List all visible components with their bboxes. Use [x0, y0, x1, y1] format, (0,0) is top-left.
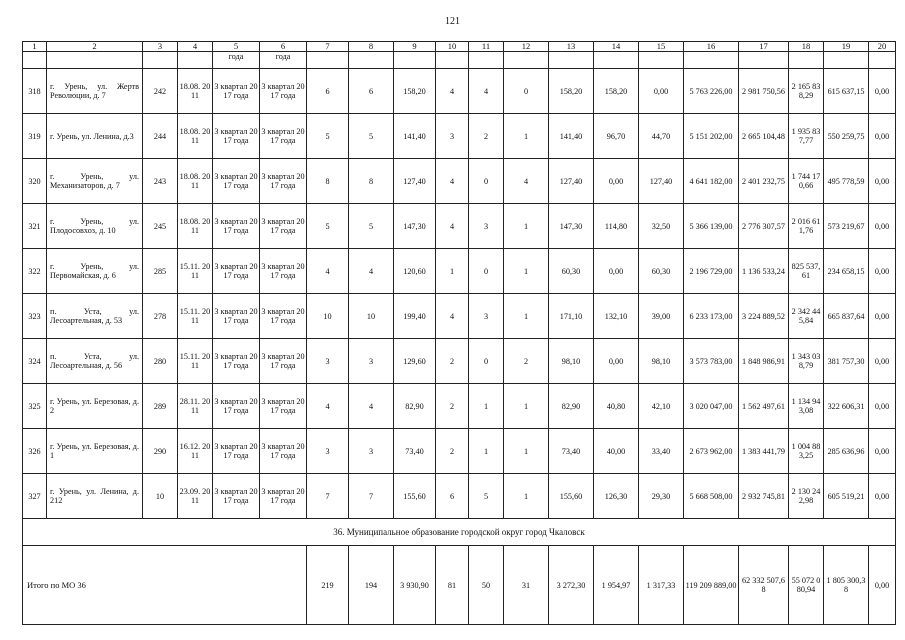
value-cell: 3: [349, 429, 394, 474]
value-cell: 4: [436, 159, 469, 204]
stage-cell: 3 квартал 2017 года: [213, 294, 260, 339]
column-number-cell: 10: [436, 42, 469, 52]
value-cell: 82,90: [549, 384, 594, 429]
continuation-cell: [23, 52, 47, 69]
date-cell: 15.11. 2011: [178, 294, 213, 339]
value-cell: 98,10: [549, 339, 594, 384]
value-cell: 1: [504, 204, 549, 249]
value-cell: 0,00: [869, 339, 896, 384]
continuation-cell: [178, 52, 213, 69]
continuation-cell: года: [260, 52, 307, 69]
value-cell: 32,50: [639, 204, 684, 249]
value-cell: 3: [307, 429, 349, 474]
value-cell: 5: [349, 114, 394, 159]
value-cell: 96,70: [594, 114, 639, 159]
stage-cell: 3 квартал 2017 года: [260, 159, 307, 204]
address-cell: г. Урень, ул. Березовая, д. 1: [47, 429, 143, 474]
value-cell: 605 519,21: [824, 474, 869, 519]
value-cell: 2 665 104,48: [739, 114, 789, 159]
value-cell: 4: [469, 69, 504, 114]
column-number-cell: 13: [549, 42, 594, 52]
value-cell: 495 778,59: [824, 159, 869, 204]
value-cell: 242: [143, 69, 178, 114]
continuation-cell: [143, 52, 178, 69]
date-cell: 23.09. 2011: [178, 474, 213, 519]
housing-program-table: [22, 41, 896, 625]
value-cell: 0,00: [594, 159, 639, 204]
stage-cell: 3 квартал 2017 года: [213, 384, 260, 429]
continuation-cell: [739, 52, 789, 69]
value-cell: 2 342 445,84: [789, 294, 824, 339]
value-cell: 44,70: [639, 114, 684, 159]
stage-cell: 3 квартал 2017 года: [260, 474, 307, 519]
value-cell: 10: [349, 294, 394, 339]
value-cell: 4: [307, 249, 349, 294]
table-row: [23, 474, 896, 519]
value-cell: 129,60: [394, 339, 436, 384]
value-cell: 82,90: [394, 384, 436, 429]
value-cell: 0: [469, 249, 504, 294]
value-cell: 1: [504, 429, 549, 474]
value-cell: 0,00: [869, 69, 896, 114]
row-number-cell: 325: [23, 384, 47, 429]
column-number-cell: 2: [47, 42, 143, 52]
value-cell: 0,00: [869, 114, 896, 159]
row-number-cell: 326: [23, 429, 47, 474]
address-cell: п. Уста, ул. Лесоартельная, д. 56: [47, 339, 143, 384]
column-number-cell: 1: [23, 42, 47, 52]
value-cell: 0: [504, 69, 549, 114]
address-cell: г. Урень, ул. Ленина, д. 212: [47, 474, 143, 519]
value-cell: 2: [436, 339, 469, 384]
value-cell: 155,60: [549, 474, 594, 519]
total-value-cell: 0,00: [869, 546, 896, 625]
continuation-cell: [436, 52, 469, 69]
date-cell: 15.11. 2011: [178, 249, 213, 294]
value-cell: 2 401 232,75: [739, 159, 789, 204]
value-cell: 1 004 883,25: [789, 429, 824, 474]
value-cell: 4: [349, 384, 394, 429]
value-cell: 278: [143, 294, 178, 339]
value-cell: 158,20: [394, 69, 436, 114]
value-cell: 5 763 226,00: [684, 69, 739, 114]
value-cell: 3: [349, 339, 394, 384]
address-cell: г. Урень, ул. Первомайская, д. 6: [47, 249, 143, 294]
value-cell: 550 259,75: [824, 114, 869, 159]
value-cell: 2 932 745,81: [739, 474, 789, 519]
continuation-cell: [47, 52, 143, 69]
value-cell: 290: [143, 429, 178, 474]
stage-cell: 3 квартал 2017 года: [213, 114, 260, 159]
column-number-cell: 12: [504, 42, 549, 52]
total-value-cell: 1 954,97: [594, 546, 639, 625]
page-number: 121: [445, 16, 460, 27]
value-cell: 141,40: [394, 114, 436, 159]
stage-cell: 3 квартал 2017 года: [260, 204, 307, 249]
date-cell: 15.11. 2011: [178, 339, 213, 384]
value-cell: 0,00: [869, 159, 896, 204]
value-cell: 40,00: [594, 429, 639, 474]
continuation-cell: года: [213, 52, 260, 69]
value-cell: 5: [469, 474, 504, 519]
total-value-cell: 1 317,33: [639, 546, 684, 625]
value-cell: 29,30: [639, 474, 684, 519]
value-cell: 280: [143, 339, 178, 384]
value-cell: 4: [349, 249, 394, 294]
column-number-cell: 17: [739, 42, 789, 52]
table-row: [23, 249, 896, 294]
value-cell: 0,00: [639, 69, 684, 114]
value-cell: 1: [504, 384, 549, 429]
value-cell: 244: [143, 114, 178, 159]
table-row: [23, 384, 896, 429]
value-cell: 1: [469, 429, 504, 474]
value-cell: 5: [307, 114, 349, 159]
value-cell: 3: [469, 204, 504, 249]
value-cell: 2: [469, 114, 504, 159]
continuation-row: [23, 52, 896, 69]
value-cell: 1: [504, 114, 549, 159]
total-value-cell: 50: [469, 546, 504, 625]
value-cell: 10: [143, 474, 178, 519]
value-cell: 2: [436, 429, 469, 474]
value-cell: 158,20: [594, 69, 639, 114]
value-cell: 573 219,67: [824, 204, 869, 249]
column-number-cell: 11: [469, 42, 504, 52]
value-cell: 7: [349, 474, 394, 519]
date-cell: 18.08. 2011: [178, 114, 213, 159]
continuation-cell: [789, 52, 824, 69]
value-cell: 0,00: [869, 249, 896, 294]
value-cell: 3 020 047,00: [684, 384, 739, 429]
section-row: [23, 519, 896, 546]
total-value-cell: 1 805 300,38: [824, 546, 869, 625]
date-cell: 18.08. 2011: [178, 159, 213, 204]
value-cell: 243: [143, 159, 178, 204]
column-number-cell: 16: [684, 42, 739, 52]
stage-cell: 3 квартал 2017 года: [260, 249, 307, 294]
value-cell: 3: [469, 294, 504, 339]
table-row: [23, 339, 896, 384]
column-number-cell: 5: [213, 42, 260, 52]
date-cell: 18.08. 2011: [178, 69, 213, 114]
address-cell: г. Урень, ул. Жертв Революции, д. 7: [47, 69, 143, 114]
value-cell: 0: [469, 159, 504, 204]
value-cell: 10: [307, 294, 349, 339]
stage-cell: 3 квартал 2017 года: [213, 204, 260, 249]
stage-cell: 3 квартал 2017 года: [213, 249, 260, 294]
continuation-cell: [684, 52, 739, 69]
row-number-cell: 321: [23, 204, 47, 249]
date-cell: 28.11. 2011: [178, 384, 213, 429]
column-number-cell: 19: [824, 42, 869, 52]
row-number-cell: 320: [23, 159, 47, 204]
value-cell: 158,20: [549, 69, 594, 114]
value-cell: 6: [307, 69, 349, 114]
table-row: [23, 294, 896, 339]
value-cell: 285: [143, 249, 178, 294]
value-cell: 2 776 307,57: [739, 204, 789, 249]
table-row: [23, 204, 896, 249]
stage-cell: 3 квартал 2017 года: [260, 294, 307, 339]
table-row: [23, 429, 896, 474]
continuation-cell: [549, 52, 594, 69]
value-cell: 615 637,15: [824, 69, 869, 114]
column-number-cell: 15: [639, 42, 684, 52]
column-number-cell: 9: [394, 42, 436, 52]
value-cell: 171,10: [549, 294, 594, 339]
stage-cell: 3 квартал 2017 года: [260, 69, 307, 114]
address-cell: г. Урень, ул. Плодосовхоз, д. 10: [47, 204, 143, 249]
value-cell: 5: [307, 204, 349, 249]
stage-cell: 3 квартал 2017 года: [260, 384, 307, 429]
table-row: [23, 114, 896, 159]
value-cell: 132,10: [594, 294, 639, 339]
table-row: [23, 69, 896, 114]
value-cell: 73,40: [549, 429, 594, 474]
value-cell: 1 848 986,91: [739, 339, 789, 384]
total-value-cell: 219: [307, 546, 349, 625]
value-cell: 40,80: [594, 384, 639, 429]
value-cell: 60,30: [639, 249, 684, 294]
value-cell: 322 606,31: [824, 384, 869, 429]
value-cell: 60,30: [549, 249, 594, 294]
value-cell: 33,40: [639, 429, 684, 474]
value-cell: 0,00: [869, 474, 896, 519]
value-cell: 39,00: [639, 294, 684, 339]
value-cell: 127,40: [639, 159, 684, 204]
value-cell: 5 668 508,00: [684, 474, 739, 519]
continuation-cell: [394, 52, 436, 69]
value-cell: 1 343 038,79: [789, 339, 824, 384]
row-number-cell: 322: [23, 249, 47, 294]
value-cell: 245: [143, 204, 178, 249]
date-cell: 16.12. 2011: [178, 429, 213, 474]
total-value-cell: 119 209 889,00: [684, 546, 739, 625]
value-cell: 285 636,96: [824, 429, 869, 474]
column-number-cell: 8: [349, 42, 394, 52]
total-value-cell: 81: [436, 546, 469, 625]
value-cell: 0,00: [869, 204, 896, 249]
value-cell: 0,00: [869, 384, 896, 429]
value-cell: 4 641 182,00: [684, 159, 739, 204]
continuation-cell: [469, 52, 504, 69]
value-cell: 6: [349, 69, 394, 114]
table-row: [23, 159, 896, 204]
value-cell: 4: [436, 294, 469, 339]
value-cell: 5 366 139,00: [684, 204, 739, 249]
value-cell: 114,80: [594, 204, 639, 249]
total-value-cell: 3 272,30: [549, 546, 594, 625]
continuation-cell: [307, 52, 349, 69]
column-number-cell: 7: [307, 42, 349, 52]
value-cell: 147,30: [549, 204, 594, 249]
total-label: Итого по МО 36: [23, 546, 307, 625]
total-value-cell: 62 332 507,68: [739, 546, 789, 625]
value-cell: 381 757,30: [824, 339, 869, 384]
value-cell: 7: [307, 474, 349, 519]
continuation-cell: [824, 52, 869, 69]
value-cell: 5 151 202,00: [684, 114, 739, 159]
value-cell: 4: [436, 204, 469, 249]
value-cell: 0: [469, 339, 504, 384]
value-cell: 73,40: [394, 429, 436, 474]
value-cell: 8: [349, 159, 394, 204]
total-value-cell: 3 930,90: [394, 546, 436, 625]
section-title: 36. Муниципальное образование городской округ город Чкаловск: [23, 519, 896, 546]
stage-cell: 3 квартал 2017 года: [260, 429, 307, 474]
value-cell: 665 837,64: [824, 294, 869, 339]
value-cell: 0,00: [594, 339, 639, 384]
stage-cell: 3 квартал 2017 года: [213, 429, 260, 474]
value-cell: 42,10: [639, 384, 684, 429]
value-cell: 199,40: [394, 294, 436, 339]
total-row: [23, 546, 896, 625]
row-number-cell: 323: [23, 294, 47, 339]
value-cell: 2: [436, 384, 469, 429]
value-cell: 8: [307, 159, 349, 204]
address-cell: г. Урень, ул. Механизаторов, д. 7: [47, 159, 143, 204]
continuation-cell: [639, 52, 684, 69]
value-cell: 2 130 242,98: [789, 474, 824, 519]
column-number-cell: 14: [594, 42, 639, 52]
continuation-cell: [869, 52, 896, 69]
total-value-cell: 55 072 080,94: [789, 546, 824, 625]
value-cell: 289: [143, 384, 178, 429]
address-cell: г. Урень, ул. Ленина, д.3: [47, 114, 143, 159]
value-cell: 5: [349, 204, 394, 249]
row-number-cell: 327: [23, 474, 47, 519]
stage-cell: 3 квартал 2017 года: [213, 69, 260, 114]
value-cell: 1: [504, 294, 549, 339]
value-cell: 1: [469, 384, 504, 429]
value-cell: 0,00: [594, 249, 639, 294]
address-cell: п. Уста, ул. Лесоартельная, д. 53: [47, 294, 143, 339]
value-cell: 1 935 837,77: [789, 114, 824, 159]
value-cell: 1 562 497,61: [739, 384, 789, 429]
column-number-cell: 3: [143, 42, 178, 52]
value-cell: 3 224 889,52: [739, 294, 789, 339]
value-cell: 0,00: [869, 429, 896, 474]
value-cell: 1: [504, 249, 549, 294]
address-cell: г. Урень, ул. Березовая, д. 2: [47, 384, 143, 429]
value-cell: 127,40: [394, 159, 436, 204]
column-number-cell: 18: [789, 42, 824, 52]
value-cell: 2 673 962,00: [684, 429, 739, 474]
value-cell: 3 573 783,00: [684, 339, 739, 384]
value-cell: 1 744 170,66: [789, 159, 824, 204]
row-number-cell: 319: [23, 114, 47, 159]
value-cell: 4: [307, 384, 349, 429]
value-cell: 825 537,61: [789, 249, 824, 294]
row-number-cell: 318: [23, 69, 47, 114]
stage-cell: 3 квартал 2017 года: [213, 474, 260, 519]
total-value-cell: 194: [349, 546, 394, 625]
value-cell: 2 165 838,29: [789, 69, 824, 114]
continuation-cell: [504, 52, 549, 69]
column-number-cell: 4: [178, 42, 213, 52]
value-cell: 1: [436, 249, 469, 294]
value-cell: 6: [436, 474, 469, 519]
continuation-cell: [349, 52, 394, 69]
stage-cell: 3 квартал 2017 года: [213, 339, 260, 384]
value-cell: 2 016 611,76: [789, 204, 824, 249]
value-cell: 1 134 943,08: [789, 384, 824, 429]
date-cell: 18.08. 2011: [178, 204, 213, 249]
value-cell: 0,00: [869, 294, 896, 339]
value-cell: 234 658,15: [824, 249, 869, 294]
value-cell: 4: [436, 69, 469, 114]
column-number-cell: 6: [260, 42, 307, 52]
value-cell: 6 233 173,00: [684, 294, 739, 339]
value-cell: 3: [307, 339, 349, 384]
column-number-row: [23, 42, 896, 52]
value-cell: 3: [436, 114, 469, 159]
continuation-cell: [594, 52, 639, 69]
row-number-cell: 324: [23, 339, 47, 384]
value-cell: 2 981 750,56: [739, 69, 789, 114]
value-cell: 127,40: [549, 159, 594, 204]
value-cell: 1 136 533,24: [739, 249, 789, 294]
total-value-cell: 31: [504, 546, 549, 625]
column-number-cell: 20: [869, 42, 896, 52]
value-cell: 4: [504, 159, 549, 204]
value-cell: 98,10: [639, 339, 684, 384]
value-cell: 2 196 729,00: [684, 249, 739, 294]
value-cell: 1: [504, 474, 549, 519]
stage-cell: 3 квартал 2017 года: [213, 159, 260, 204]
value-cell: 147,30: [394, 204, 436, 249]
value-cell: 155,60: [394, 474, 436, 519]
value-cell: 1 383 441,79: [739, 429, 789, 474]
value-cell: 141,40: [549, 114, 594, 159]
value-cell: 120,60: [394, 249, 436, 294]
value-cell: 126,30: [594, 474, 639, 519]
value-cell: 2: [504, 339, 549, 384]
stage-cell: 3 квартал 2017 года: [260, 339, 307, 384]
stage-cell: 3 квартал 2017 года: [260, 114, 307, 159]
